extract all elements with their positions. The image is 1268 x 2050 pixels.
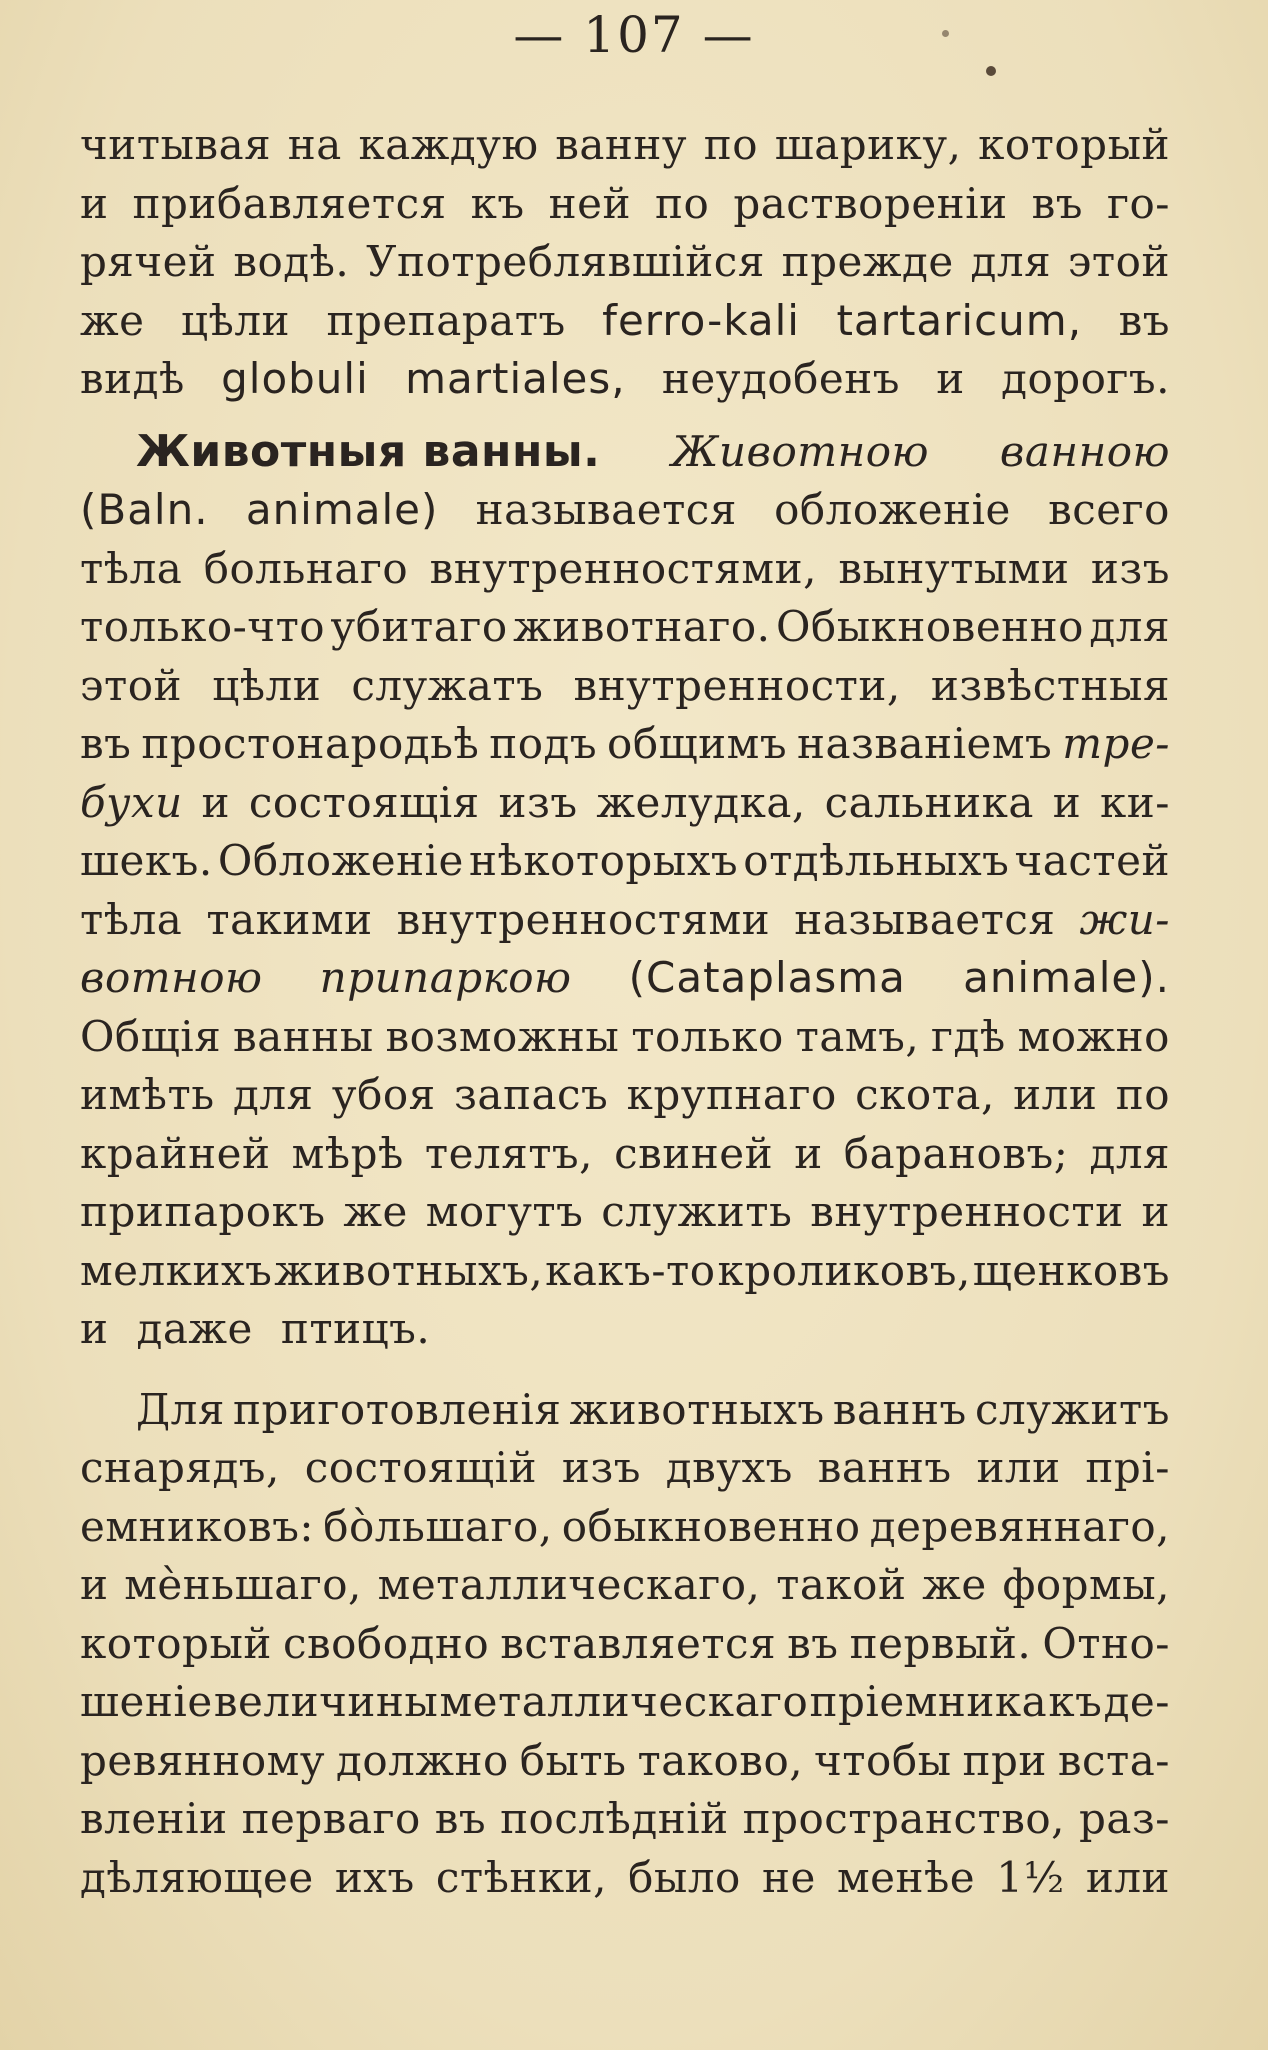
word: Отно- bbox=[1042, 1618, 1170, 1668]
word: прибавляется bbox=[132, 178, 447, 228]
word: тѣла bbox=[80, 543, 183, 593]
word: Животною bbox=[671, 426, 930, 476]
word: растворенiи bbox=[733, 178, 1008, 228]
word: Для bbox=[136, 1384, 225, 1434]
word: изъ bbox=[498, 777, 578, 827]
word: ней bbox=[548, 178, 632, 228]
word: animale). bbox=[963, 953, 1170, 1002]
word: тамъ, bbox=[795, 1011, 920, 1061]
word: больнаго bbox=[203, 543, 409, 593]
word: свиней bbox=[614, 1128, 774, 1178]
word: ванну bbox=[555, 120, 688, 169]
word: обыкновенно bbox=[561, 1501, 861, 1551]
word: мѐньшаго, bbox=[124, 1560, 362, 1609]
word: же bbox=[343, 1187, 408, 1236]
text-line bbox=[80, 175, 1170, 234]
word: шарику, bbox=[774, 120, 962, 169]
text-line bbox=[80, 715, 1170, 774]
word: состоящiя bbox=[248, 777, 480, 827]
text-line bbox=[80, 1381, 1170, 1440]
word: служитъ bbox=[974, 1384, 1170, 1434]
word: извѣстныя bbox=[930, 660, 1170, 710]
word: Животныя ванны. bbox=[136, 425, 601, 477]
word: животныхъ, bbox=[274, 1245, 544, 1295]
word: жи- bbox=[1079, 894, 1170, 944]
word: (Baln. bbox=[80, 485, 209, 534]
word: внутренности, bbox=[573, 660, 901, 710]
word: скота, bbox=[855, 1070, 995, 1119]
word: свободно bbox=[282, 1618, 490, 1668]
word: водѣ. bbox=[233, 237, 350, 286]
word: только-что bbox=[80, 602, 326, 651]
word: ваннъ bbox=[832, 1384, 967, 1434]
word: шенiе bbox=[80, 1677, 213, 1726]
word: въ bbox=[80, 719, 132, 768]
word: ваннъ bbox=[817, 1443, 952, 1492]
word: вленiи bbox=[80, 1794, 228, 1843]
word: животнаго. bbox=[513, 602, 771, 651]
word: въ bbox=[1031, 178, 1083, 228]
word: телятъ, bbox=[424, 1128, 593, 1178]
word: даже bbox=[136, 1304, 253, 1353]
word: припарокъ bbox=[80, 1187, 326, 1236]
word: бухи bbox=[80, 777, 183, 827]
word: припаркою bbox=[319, 953, 572, 1002]
text-line bbox=[80, 540, 1170, 599]
word: Обыкновенно bbox=[776, 602, 1084, 651]
word: можно bbox=[1017, 1011, 1170, 1061]
word: гдѣ bbox=[931, 1011, 1006, 1061]
word: ferro-kali bbox=[602, 295, 800, 345]
word: подъ bbox=[489, 719, 598, 768]
word: только bbox=[631, 1011, 784, 1061]
word: тѣла bbox=[80, 894, 183, 944]
text-line bbox=[80, 949, 1170, 1008]
word: tartaricum, bbox=[836, 295, 1083, 345]
word: ванны bbox=[233, 1011, 374, 1061]
word: препаратъ bbox=[326, 295, 566, 345]
word: металлическаго, bbox=[377, 1560, 761, 1609]
word: при bbox=[962, 1735, 1047, 1785]
word: ки- bbox=[1100, 777, 1170, 827]
word: щенковъ bbox=[972, 1245, 1170, 1295]
word: убоя bbox=[331, 1070, 436, 1119]
word: быть bbox=[519, 1735, 627, 1785]
word: де- bbox=[1103, 1677, 1170, 1726]
word: мѣрѣ bbox=[291, 1128, 404, 1178]
word: металлическаго bbox=[439, 1677, 809, 1726]
word: формы, bbox=[1002, 1560, 1170, 1609]
word: или bbox=[976, 1443, 1061, 1492]
text-line bbox=[80, 1673, 1170, 1732]
ink-speck bbox=[986, 66, 996, 76]
word: такими bbox=[206, 894, 373, 944]
text-line bbox=[80, 1498, 1170, 1557]
word: ванною bbox=[999, 426, 1170, 476]
word: и bbox=[201, 777, 231, 827]
text-line bbox=[80, 481, 1170, 540]
word: же bbox=[80, 295, 145, 345]
word: раз- bbox=[1078, 1794, 1170, 1843]
word: обложенiе bbox=[774, 485, 1011, 534]
word: который bbox=[80, 1618, 272, 1668]
word: служить bbox=[601, 1187, 793, 1236]
word: каждую bbox=[358, 120, 539, 169]
word: шекъ. bbox=[80, 836, 213, 885]
word: ихъ bbox=[334, 1852, 415, 1902]
word: возможны bbox=[385, 1011, 620, 1061]
word: для bbox=[232, 1070, 314, 1119]
text-line bbox=[80, 1300, 1170, 1359]
text-line bbox=[80, 350, 1170, 409]
text-line bbox=[80, 292, 1170, 351]
word: этой bbox=[1067, 237, 1170, 286]
word: сальника bbox=[824, 777, 1034, 827]
word: или bbox=[1085, 1852, 1170, 1902]
word: было bbox=[628, 1852, 741, 1902]
text-line bbox=[80, 891, 1170, 950]
word: или bbox=[1013, 1070, 1098, 1119]
word: вынутыми bbox=[838, 543, 1070, 593]
word: къ bbox=[470, 178, 525, 228]
text-line bbox=[80, 1556, 1170, 1615]
word: простонародьѣ bbox=[141, 719, 480, 768]
word: Употреблявшiйся bbox=[366, 237, 765, 286]
page-number: — 107 — bbox=[513, 6, 755, 64]
word: по bbox=[1115, 1070, 1170, 1119]
word: прежде bbox=[781, 237, 954, 286]
word: и bbox=[1052, 777, 1082, 827]
word: видѣ bbox=[80, 354, 185, 403]
word: величины bbox=[213, 1677, 439, 1726]
word: чтобы bbox=[814, 1735, 952, 1785]
word: состоящiй bbox=[304, 1443, 538, 1492]
word: 1½ bbox=[996, 1852, 1065, 1902]
word: (Cataplasma bbox=[628, 953, 906, 1002]
word: и bbox=[794, 1128, 823, 1178]
word: нѣкоторыхъ bbox=[469, 836, 739, 885]
word: называется bbox=[475, 485, 737, 534]
word: читывая bbox=[80, 120, 272, 169]
word: крайней bbox=[80, 1128, 271, 1178]
word: птицъ. bbox=[280, 1304, 431, 1353]
word: бо̀льшаго, bbox=[323, 1501, 553, 1551]
word: прi- bbox=[1085, 1443, 1170, 1492]
word: должно bbox=[336, 1735, 509, 1785]
word: тре- bbox=[1062, 719, 1170, 768]
text-line bbox=[80, 1790, 1170, 1849]
word: могутъ bbox=[425, 1187, 584, 1236]
word: цѣли bbox=[212, 660, 322, 710]
word: въ bbox=[434, 1794, 487, 1843]
word: вставляется bbox=[500, 1618, 777, 1668]
word: по bbox=[655, 178, 710, 228]
text-line bbox=[80, 657, 1170, 716]
word: и bbox=[80, 1304, 109, 1353]
text-line bbox=[80, 598, 1170, 657]
text-line bbox=[80, 116, 1170, 175]
word: по bbox=[703, 120, 759, 169]
word: приготовленiя bbox=[233, 1384, 562, 1434]
word: кроликовъ, bbox=[717, 1245, 971, 1295]
word: цѣли bbox=[181, 295, 291, 345]
word: для bbox=[970, 237, 1052, 286]
word: прiемника bbox=[809, 1677, 1048, 1726]
word: въ bbox=[1118, 295, 1170, 345]
word: martiales, bbox=[405, 354, 626, 403]
word: крупнаго bbox=[626, 1070, 837, 1119]
word: менѣе bbox=[836, 1852, 976, 1902]
text-line bbox=[80, 774, 1170, 833]
word: деревяннаго, bbox=[869, 1501, 1170, 1551]
word: снарядъ, bbox=[80, 1443, 280, 1492]
word: послѣднiй bbox=[500, 1794, 729, 1843]
word: внутренностями bbox=[396, 894, 771, 944]
word: общимъ bbox=[607, 719, 788, 768]
word: и bbox=[80, 1560, 109, 1609]
text-line bbox=[80, 1615, 1170, 1674]
word: перваго bbox=[241, 1794, 421, 1843]
word: частей bbox=[1014, 836, 1170, 885]
word: имѣть bbox=[80, 1070, 215, 1119]
word: первый. bbox=[849, 1618, 1032, 1668]
word: не bbox=[761, 1852, 816, 1902]
word: мелкихъ bbox=[80, 1245, 273, 1295]
word: названiемъ bbox=[796, 719, 1053, 768]
word: же bbox=[922, 1560, 987, 1609]
word: globuli bbox=[221, 354, 369, 403]
word: желудка, bbox=[596, 777, 806, 827]
word: запасъ bbox=[454, 1070, 609, 1119]
word: таково, bbox=[637, 1735, 804, 1785]
word: внутренности bbox=[810, 1187, 1124, 1236]
word: пространство, bbox=[742, 1794, 1065, 1843]
word: такой bbox=[776, 1560, 907, 1609]
text-line bbox=[80, 1242, 1170, 1301]
text-line bbox=[80, 1849, 1170, 1908]
word: неудобенъ bbox=[661, 354, 900, 403]
word: стѣнки, bbox=[435, 1852, 608, 1902]
word: го- bbox=[1107, 178, 1170, 228]
text-line bbox=[80, 1125, 1170, 1184]
word: отдѣльныхъ bbox=[743, 836, 1010, 885]
text-line bbox=[80, 1439, 1170, 1498]
word: рячей bbox=[80, 237, 217, 286]
text-line bbox=[80, 423, 1170, 482]
word: всего bbox=[1048, 485, 1170, 534]
word: изъ bbox=[561, 1443, 641, 1492]
word: вотною bbox=[80, 953, 263, 1002]
word: и bbox=[1141, 1187, 1170, 1236]
word: двухъ bbox=[665, 1443, 793, 1492]
word: Обложенiе bbox=[217, 836, 464, 885]
word: называется bbox=[794, 894, 1056, 944]
word: для bbox=[1089, 1128, 1170, 1178]
word: служатъ bbox=[351, 660, 544, 710]
word: емниковъ: bbox=[80, 1501, 315, 1551]
word: изъ bbox=[1090, 543, 1170, 593]
word: дѣляющее bbox=[80, 1852, 314, 1902]
word: дорогъ. bbox=[1001, 354, 1170, 403]
word: убитаго bbox=[330, 602, 508, 651]
word: животныхъ bbox=[569, 1384, 825, 1434]
word: ревянному bbox=[80, 1735, 326, 1785]
text-line bbox=[80, 1183, 1170, 1242]
word: который bbox=[978, 120, 1170, 169]
word: Общiя bbox=[80, 1011, 222, 1061]
text-line bbox=[80, 1732, 1170, 1791]
word: и bbox=[936, 354, 965, 403]
word: въ bbox=[787, 1618, 839, 1668]
word: къ bbox=[1048, 1677, 1103, 1726]
text-line bbox=[80, 1066, 1170, 1125]
word: вста- bbox=[1057, 1735, 1170, 1785]
word: и bbox=[80, 178, 109, 228]
word: внутренностями, bbox=[429, 543, 817, 593]
word: какъ-то bbox=[545, 1245, 716, 1295]
text-line bbox=[80, 1008, 1170, 1067]
word: для bbox=[1089, 602, 1170, 651]
text-line bbox=[80, 832, 1170, 891]
word: этой bbox=[80, 660, 183, 710]
word: animale) bbox=[245, 485, 439, 534]
word: на bbox=[287, 120, 342, 169]
text-line bbox=[80, 233, 1170, 292]
word: барановъ; bbox=[843, 1128, 1069, 1178]
body-text bbox=[80, 116, 1170, 1907]
